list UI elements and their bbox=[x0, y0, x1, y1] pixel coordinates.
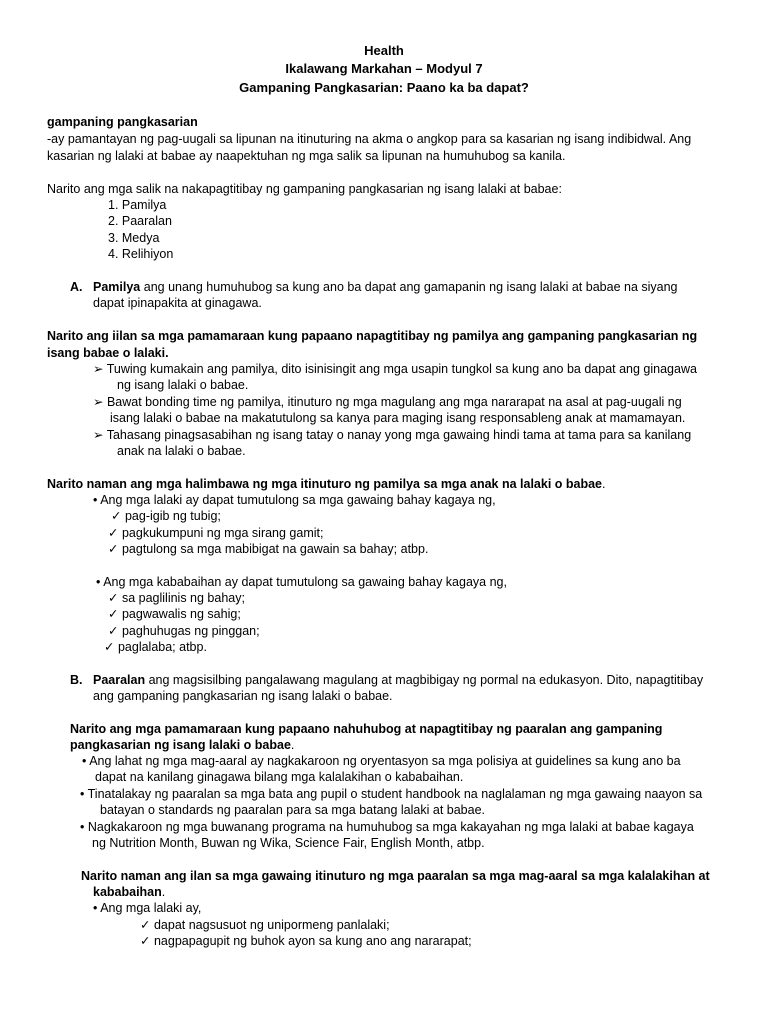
list-item-text: Ang lahat ng mga mag-aaral ay nagkakaroon ng oryentasyon sa mga polisiya at guidelines sa kung ano ba bbox=[89, 754, 681, 768]
examples-heading-period: . bbox=[161, 885, 166, 899]
factor-item: 3. Medya bbox=[108, 231, 160, 245]
list-item-text: Tinatalakay ng paaralan sa mga bata ang pupil o student handbook na naglalaman ng mga gawaing naayon sa bbox=[87, 787, 703, 801]
bullet-icon: • bbox=[80, 787, 85, 801]
bullet-icon: • bbox=[93, 493, 98, 507]
list-item-text: Tuwing kumakain ang pamilya, dito isinisingit ang mga usapin tungkol sa kung ano ba dapat ang ginagawa bbox=[106, 362, 697, 376]
check-item bbox=[108, 590, 245, 606]
check-item-text: paglalaba; atbp. bbox=[117, 640, 207, 654]
section-b-ways-heading-2 bbox=[70, 737, 294, 753]
boys-intro-text: Ang mga lalaki ay, bbox=[100, 901, 202, 915]
boys-intro bbox=[93, 900, 201, 916]
check-item bbox=[108, 541, 428, 557]
arrow-icon: ➢ bbox=[93, 362, 104, 376]
check-item bbox=[108, 525, 323, 541]
check-icon: ✓ bbox=[108, 542, 119, 556]
factors-intro: Narito ang mga salik na nakapagtitibay ng gampaning pangkasarian ng isang lalaki at babae: bbox=[47, 182, 562, 196]
section-a-line-2: dapat ipinapakita at ginagawa. bbox=[93, 296, 262, 310]
check-item-text: pag-igib ng tubig; bbox=[124, 509, 221, 523]
girls-intro bbox=[96, 574, 507, 590]
factor-item: 1. Pamilya bbox=[108, 198, 167, 212]
section-b-letter: B. bbox=[70, 673, 83, 687]
arrow-icon: ➢ bbox=[93, 428, 104, 442]
check-item bbox=[140, 917, 390, 933]
subject-title: Health bbox=[364, 43, 404, 58]
list-item bbox=[80, 819, 694, 835]
definition-line-2: kasarian ng lalaki at babae ay naapektuhan ng mga salik sa lipunan na humuhubog sa kanila. bbox=[47, 149, 566, 163]
check-item bbox=[104, 639, 207, 655]
factor-item: 2. Paaralan bbox=[108, 214, 172, 228]
ways-heading-period: . bbox=[290, 738, 295, 752]
section-b-examples-heading-1: Narito naman ang ilan sa mga gawaing itinuturo ng mga paaralan sa mga mag-aaral sa mga kalalakihan at bbox=[81, 869, 710, 883]
check-icon: ✓ bbox=[140, 918, 151, 932]
check-icon: ✓ bbox=[104, 640, 115, 654]
section-b-line-1-rest: ang magsisilbing pangalawang magulang at magbibigay ng pormal na edukasyon. Dito, napagtitibay bbox=[145, 673, 704, 687]
check-icon: ✓ bbox=[108, 624, 119, 638]
check-item bbox=[108, 623, 260, 639]
arrow-icon: ➢ bbox=[93, 395, 104, 409]
section-b-examples-heading-2 bbox=[93, 884, 165, 900]
list-item-continuation: dapat na kanilang ginagawa bilang mga kalalakihan o kababaihan. bbox=[95, 770, 464, 784]
check-item-text: paghuhugas ng pinggan; bbox=[121, 624, 260, 638]
section-b-line-1 bbox=[93, 672, 703, 688]
list-item-text: Tahasang pinagsasabihan ng isang tatay o nanay yong mga gawaing hindi tama at tama para sa kanilang bbox=[106, 428, 692, 442]
check-icon: ✓ bbox=[108, 607, 119, 621]
check-item-text: dapat nagsusuot ng unipormeng panlalaki; bbox=[153, 918, 390, 932]
check-item bbox=[111, 508, 221, 524]
list-item-continuation: anak na lalaki o babae. bbox=[117, 444, 246, 458]
section-a-keyword: Pamilya bbox=[93, 280, 141, 294]
page-title: Gampaning Pangkasarian: Paano ka ba dapat? bbox=[239, 80, 529, 95]
section-b-line-2: ang gampaning pangkasarian ng isang lalaki o babae. bbox=[93, 689, 393, 703]
check-icon: ✓ bbox=[108, 591, 119, 605]
check-icon: ✓ bbox=[140, 934, 151, 948]
bullet-icon: • bbox=[93, 901, 98, 915]
section-a-examples-heading bbox=[47, 476, 605, 492]
check-item-text: sa paglilinis ng bahay; bbox=[121, 591, 245, 605]
module-title: Ikalawang Markahan – Modyul 7 bbox=[285, 61, 483, 76]
bullet-icon: • bbox=[82, 754, 87, 768]
section-a-line-1-rest: ang unang humuhubog sa kung ano ba dapat ang gamapanin ng isang lalaki at babae na siyang bbox=[140, 280, 678, 294]
definition-term: gampaning pangkasarian bbox=[47, 115, 198, 129]
list-item bbox=[93, 361, 697, 377]
section-a-line-1 bbox=[93, 279, 678, 295]
definition-line-1: -ay pamantayan ng pag-uugali sa lipunan na itinuturing na akma o angkop para sa kasarian ng isang indibidwal. Ang bbox=[47, 132, 692, 146]
check-item-text: nagpapagupit ng buhok ayon sa kung ano ang nararapat; bbox=[153, 934, 472, 948]
list-item-continuation: ng Nutrition Month, Buwan ng Wika, Science Fair, English Month, atbp. bbox=[92, 836, 485, 850]
bullet-icon: • bbox=[96, 575, 101, 589]
list-item-continuation: batayan o standards ng paaralan para sa mga batang lalaki at babae. bbox=[100, 803, 485, 817]
list-item-text: Nagkakaroon ng mga buwanang programa na humuhubog sa mga kakayahan ng mga lalaki at babae kagaya bbox=[87, 820, 694, 834]
check-item-text: pagkukumpuni ng mga sirang gamit; bbox=[121, 526, 324, 540]
check-item bbox=[140, 933, 472, 949]
list-item-text: Bawat bonding time ng pamilya, itinuturo ng mga magulang ang mga nararapat na asal at pag-uugali ng bbox=[106, 395, 682, 409]
check-icon: ✓ bbox=[111, 509, 122, 523]
boys-intro-text: Ang mga lalaki ay dapat tumutulong sa mga gawaing bahay kagaya ng, bbox=[100, 493, 496, 507]
list-item-continuation: isang lalaki o babae na makatutulong sa kanya para maging isang responsableng anak at mamamayan. bbox=[110, 411, 686, 425]
examples-heading-text: kababaihan bbox=[93, 885, 162, 899]
list-item bbox=[82, 753, 681, 769]
section-a-ways-heading-2: isang babae o lalaki. bbox=[47, 346, 169, 360]
list-item bbox=[93, 427, 691, 443]
section-b-ways-heading-1: Narito ang mga pamamaraan kung papaano nahuhubog at napagtitibay ng paaralan ang gampaning bbox=[70, 722, 663, 736]
section-b-keyword: Paaralan bbox=[93, 673, 146, 687]
section-a-ways-heading-1: Narito ang iilan sa mga pamamaraan kung papaano napagtitibay ng pamilya ang gampaning pangkasarian ng bbox=[47, 329, 698, 343]
girls-intro-text: Ang mga kababaihan ay dapat tumutulong sa gawaing bahay kagaya ng, bbox=[103, 575, 507, 589]
bullet-icon: • bbox=[80, 820, 85, 834]
ways-heading-text: pangkasarian ng isang lalaki o babae bbox=[70, 738, 291, 752]
list-item-continuation: ng isang lalaki o babae. bbox=[117, 378, 249, 392]
list-item bbox=[93, 394, 682, 410]
factor-item: 4. Relihiyon bbox=[108, 247, 174, 261]
check-icon: ✓ bbox=[108, 526, 119, 540]
check-item-text: pagtulong sa mga mabibigat na gawain sa bahay; atbp. bbox=[121, 542, 429, 556]
boys-intro bbox=[93, 492, 496, 508]
examples-heading-text: Narito naman ang mga halimbawa ng mga itinuturo ng pamilya sa mga anak na lalaki o babae bbox=[47, 477, 602, 491]
examples-heading-period: . bbox=[602, 477, 606, 491]
section-a-letter: A. bbox=[70, 280, 83, 294]
list-item bbox=[80, 786, 702, 802]
check-item-text: pagwawalis ng sahig; bbox=[121, 607, 241, 621]
check-item bbox=[108, 606, 241, 622]
